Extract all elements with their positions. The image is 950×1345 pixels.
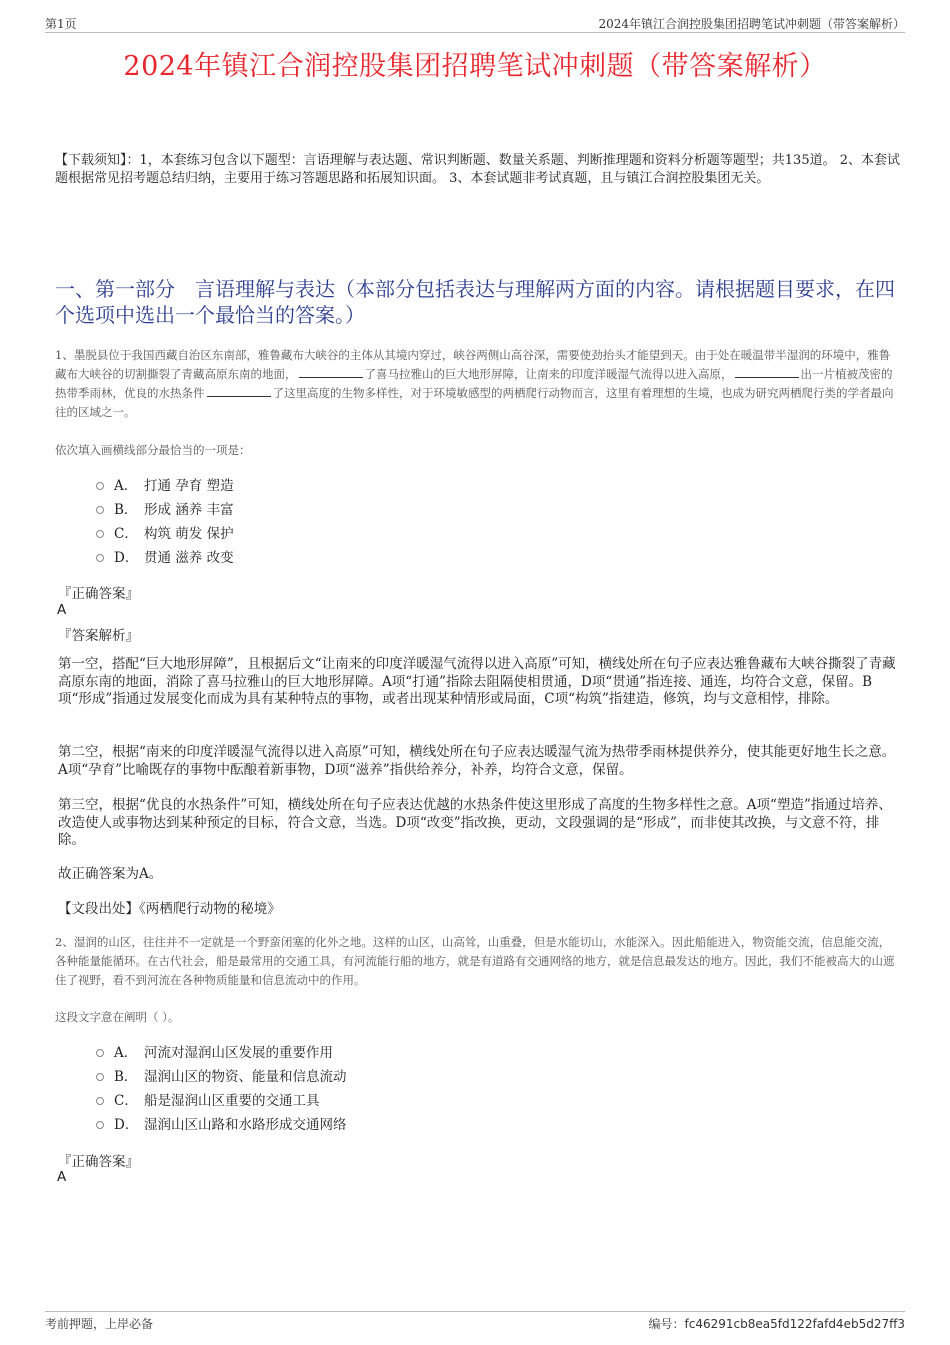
document-title: 2024年镇江合润控股集团招聘笔试冲刺题（带答案解析） xyxy=(123,51,827,82)
blank-2 xyxy=(735,366,799,378)
blank-3 xyxy=(207,385,271,397)
correct-answer-value: A xyxy=(57,602,67,618)
source-note: 【文段出处】《两栖爬行动物的秘境》 xyxy=(58,901,281,917)
option-b[interactable]: B． 形成 涵养 丰富 xyxy=(96,498,234,522)
option-c[interactable]: C． 船是湿润山区重要的交通工具 xyxy=(96,1089,347,1113)
correct-answer-label: 『正确答案』 xyxy=(58,1154,139,1170)
question-2-text: 2、湿润的山区，往往并不一定就是一个野蛮闭塞的化外之地。这样的山区，山高耸，山重叠，但是水能切山，水能深入。因此船能进入，物资能交流，信息能交流，各种能量能循环。在古代社会，船是最常用的交通工具，有河流能行船的地方，就是有道路有交通网络的地方，就是信息最发达的地方。因此，我们不能被高大的山遮住了视野，看不到河流在各种物质能量和信息流动中的作用。 xyxy=(55,935,895,987)
analysis-paragraph-3: 第三空，根据“优良的水热条件”可知，横线处所在句子应表达优越的水热条件使这里形成了高度的生物多样性之意。A项“塑造”指通过培养、改造使人或事物达到某种预定的目标，符合文意，当选。D项“改变”指改换，更动，文段强调的是“形成”，而非使其改换，与文意不符，排除。 xyxy=(58,797,892,848)
radio-icon[interactable] xyxy=(96,506,104,514)
radio-icon[interactable] xyxy=(96,1073,104,1081)
analysis-paragraph-2: 第二空，根据“南来的印度洋暖湿气流得以进入高原”可知，横线处所在句子应表达暖湿气流为热带季雨林提供养分，使其能更好地生长之意。A项“孕育”比喻既存的事物中酝酿着新事物，D项“滋养”指供给养分，补养，均符合文意，保留。 xyxy=(58,744,896,778)
radio-icon[interactable] xyxy=(96,482,104,490)
page-number: 第1页 xyxy=(45,17,77,31)
radio-icon[interactable] xyxy=(96,1049,104,1057)
correct-answer-label: 『正确答案』 xyxy=(58,586,139,602)
blank-1 xyxy=(299,366,363,378)
radio-icon[interactable] xyxy=(96,554,104,562)
page-footer xyxy=(45,1311,905,1332)
analysis-paragraph-1: 第一空，搭配“巨大地形屏障”，且根据后文“让南来的印度洋暖湿气流得以进入高原”可知，横线处所在句子应表达雅鲁藏布大峡谷撕裂了青藏高原东南的地面，消除了喜马拉雅山的巨大地形屏障。A项“打通”指除去阻隔使相贯通，D项“贯通”指连接、通连，均符合文意，保留。B项“形成”指通过发展变化而成为具有某种特点的事物，或者出现某种情形或局面，C项“构筑”指建造，修筑，均与文意相悖，排除。 xyxy=(58,656,896,707)
section-title: 一、第一部分 言语理解与表达（本部分包括表达与理解两方面的内容。请根据题目要求，在四个选项中选出一个最恰当的答案。） xyxy=(55,277,895,327)
radio-icon[interactable] xyxy=(96,530,104,538)
option-a[interactable]: A． 打通 孕育 塑造 xyxy=(96,474,234,498)
header-doc-title: 2024年镇江合润控股集团招聘笔试冲刺题（带答案解析） xyxy=(598,17,905,31)
footer-slogan: 考前押题，上岸必备 xyxy=(45,1317,154,1331)
question-2-options xyxy=(96,1041,347,1137)
option-c[interactable]: C． 构筑 萌发 保护 xyxy=(96,522,234,546)
question-1-text: 1、墨脱县位于我国西藏自治区东南部，雅鲁藏布大峡谷的主体从其境内穿过，峡谷两侧山高谷深，需要使劲抬头才能望到天。由于处在暖温带半湿润的环境中，雅鲁藏布大峡谷的切割撕裂了青藏高原东南的地面， 了喜马拉雅山的巨大地形屏障，让南来的印度洋暖湿气流得以进入高原， 出一片植被茂密的热带季雨林，优良的水热条件 了这里高度的生物多样性，对于环境敏感型的两栖爬行动物而言，这里有着理想的生境，也成为研究两栖爬行类的学者最向往的区域之一。 xyxy=(55,348,894,419)
analysis-conclusion: 故正确答案为A。 xyxy=(58,866,163,882)
radio-icon[interactable] xyxy=(96,1097,104,1105)
question-2-prompt: 这段文字意在阐明（ ）。 xyxy=(55,1010,180,1024)
option-d[interactable]: D． 湿润山区山路和水路形成交通网络 xyxy=(96,1113,347,1137)
question-1-prompt: 依次填入画横线部分最恰当的一项是： xyxy=(55,443,251,457)
download-notice: 【下载须知】：1，本套练习包含以下题型：言语理解与表达题、常识判断题、数量关系题、判断推理题和资料分析题等题型；共135道。 2、本套试题根据常见招考题总结归纳，主要用于练习答题思路和拓展知识面。 3、本套试题非考试真题，且与镇江合润控股集团无关。 xyxy=(55,153,900,186)
radio-icon[interactable] xyxy=(96,1121,104,1129)
question-1-options xyxy=(96,474,234,570)
analysis-label: 『答案解析』 xyxy=(58,628,139,644)
option-a[interactable]: A． 河流对湿润山区发展的重要作用 xyxy=(96,1041,347,1065)
option-d[interactable]: D． 贯通 滋养 改变 xyxy=(96,546,234,570)
correct-answer-value: A xyxy=(57,1169,67,1185)
page-header xyxy=(45,14,905,33)
document-code: 编号：fc46291cb8ea5fd122fafd4eb5d27ff3 xyxy=(648,1317,905,1331)
option-b[interactable]: B． 湿润山区的物资、能量和信息流动 xyxy=(96,1065,347,1089)
